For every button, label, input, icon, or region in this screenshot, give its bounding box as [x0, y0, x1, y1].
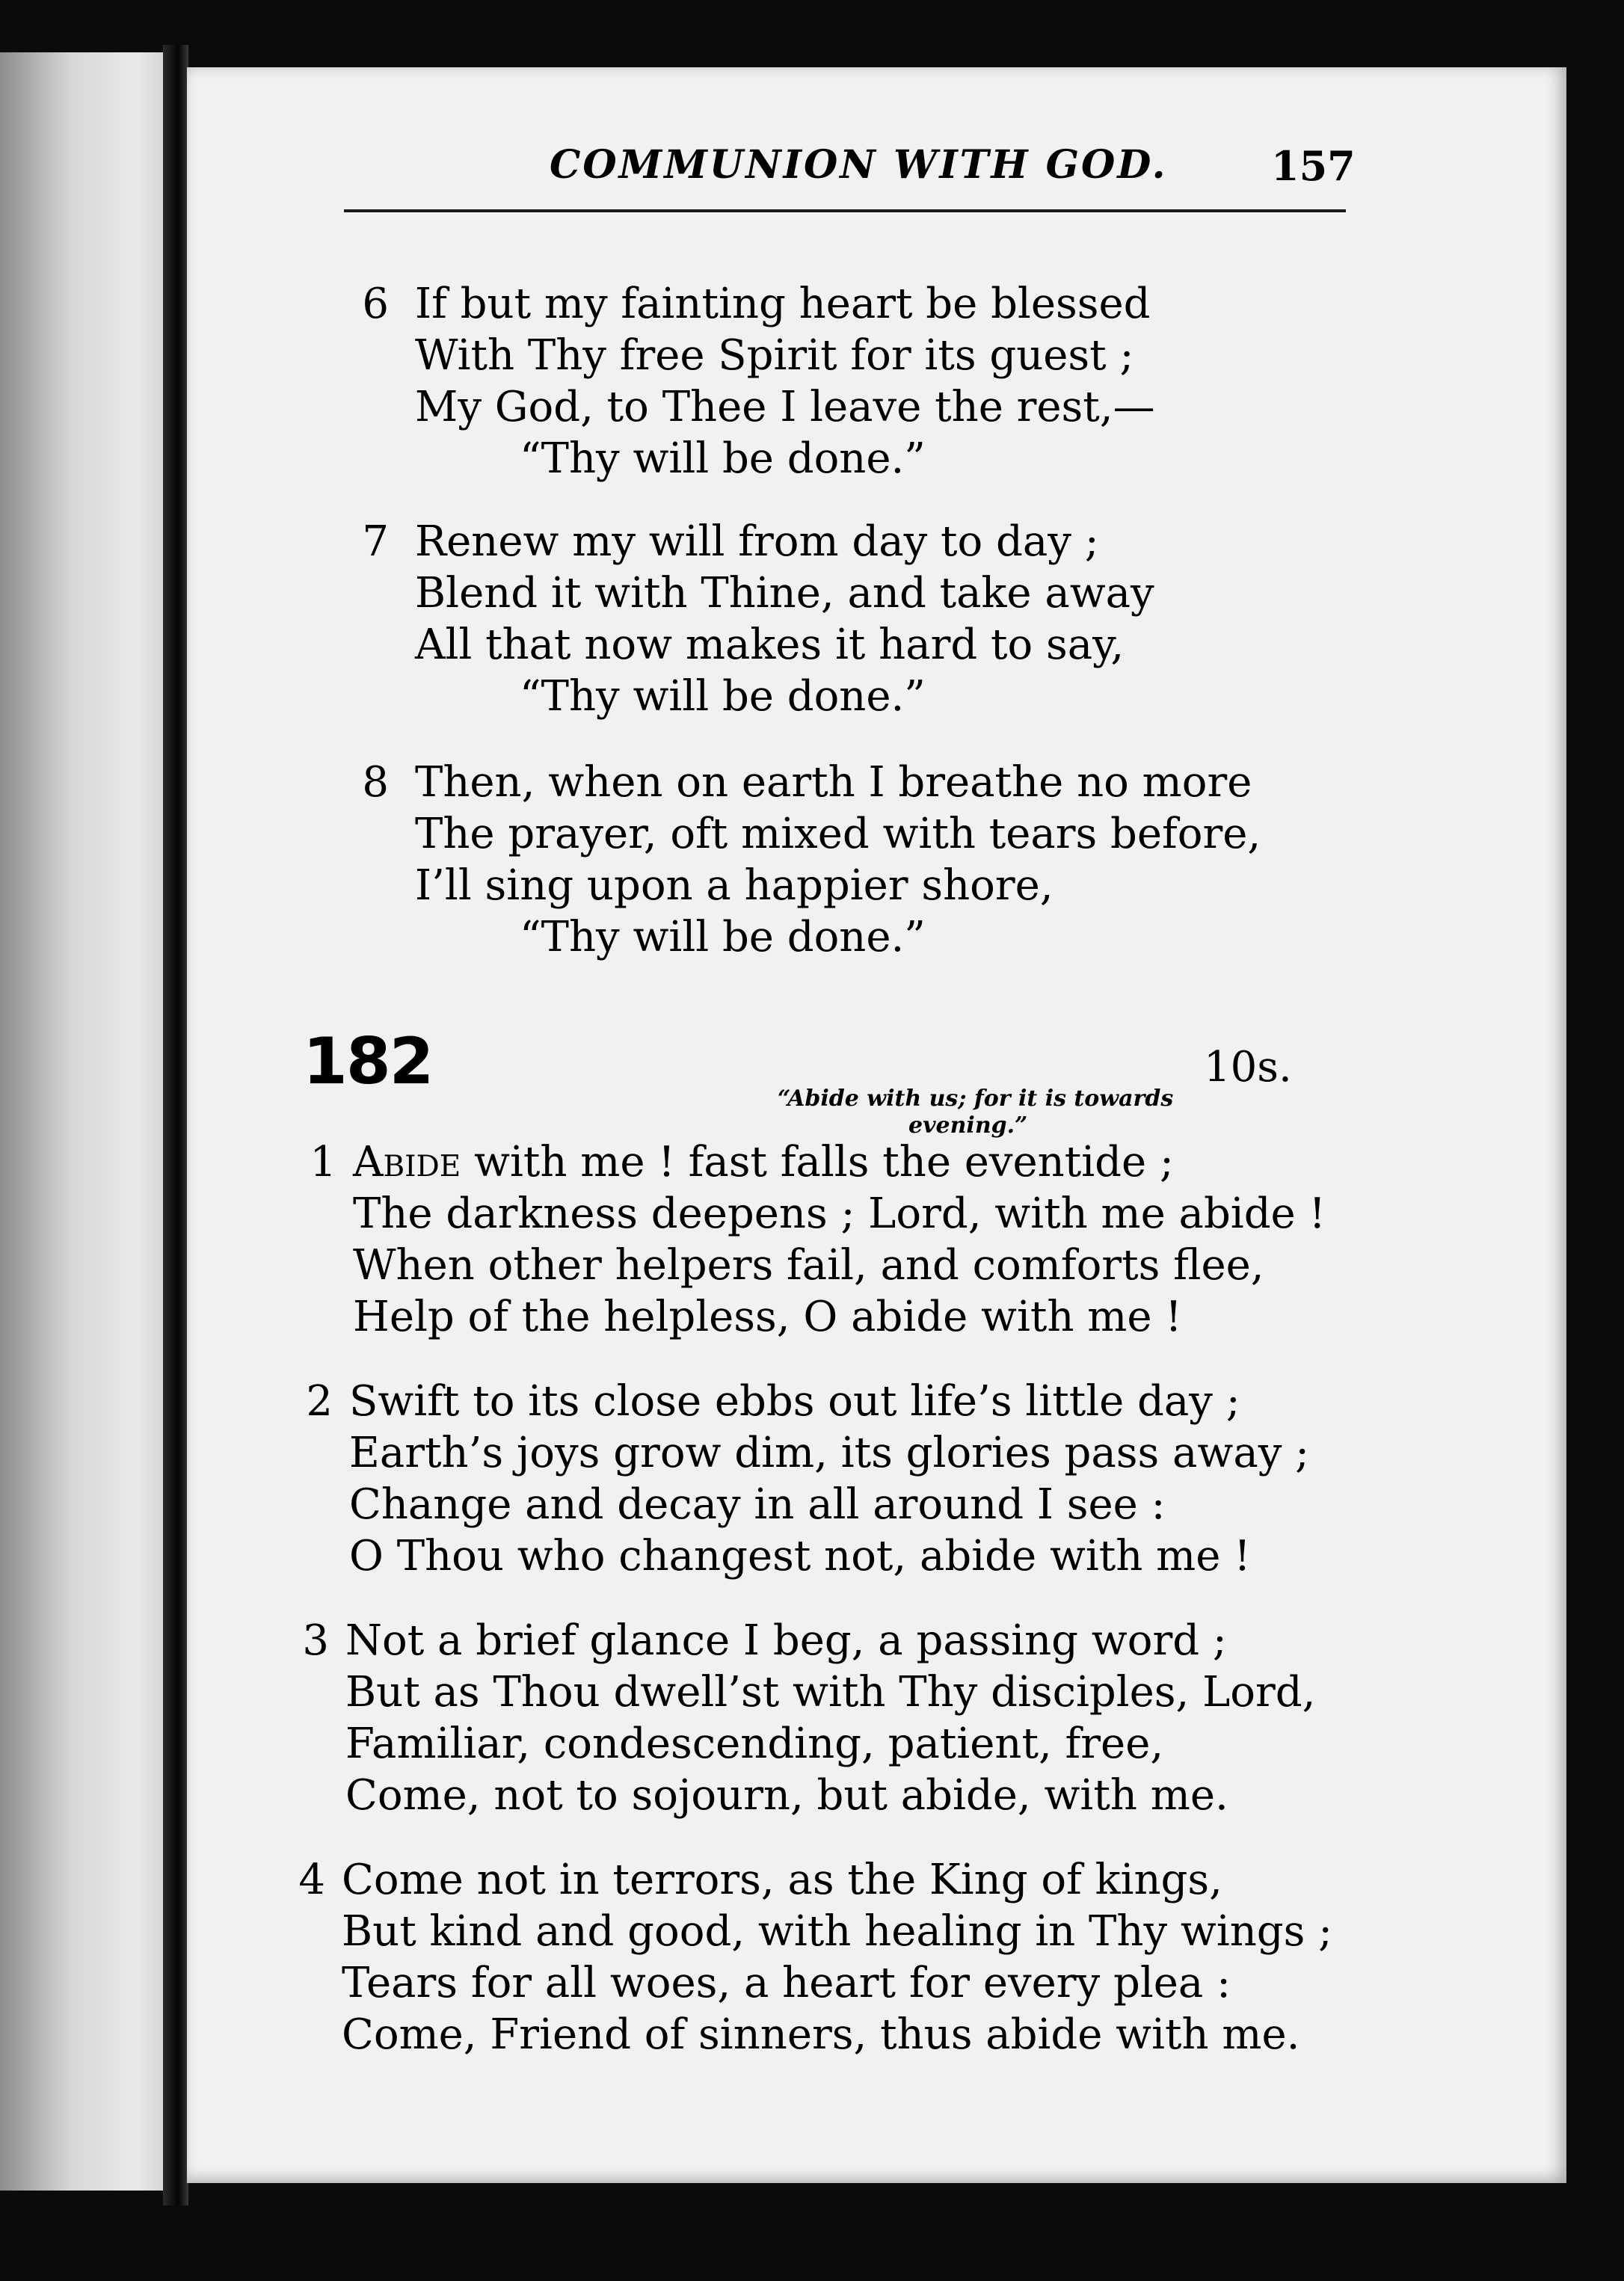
verse-line: But as Thou dwell’st with Thy disciples, Lord,: [345, 1668, 1316, 1717]
verse-line: Blend it with Thine, and take away: [415, 569, 1154, 618]
verse-7: [351, 516, 1323, 722]
verse-line: Familiar, condescending, patient, free,: [345, 1720, 1164, 1768]
verse-line: Not a brief glance I beg, a passing word ;: [345, 1616, 1227, 1665]
book-gutter: [163, 45, 188, 2205]
verse-line: Swift to its close ebbs out life’s little day ;: [349, 1377, 1240, 1426]
verse-line: [353, 1136, 1346, 1188]
page-number: 157: [1271, 142, 1356, 190]
verse-number: 4: [298, 1856, 325, 1904]
verse-line: With Thy free Spirit for its guest ;: [415, 331, 1134, 380]
verse-line: Renew my will from day to day ;: [415, 517, 1099, 566]
verse-line: My God, to Thee I leave the rest,—: [415, 383, 1155, 431]
refrain-line: “Thy will be done.”: [520, 672, 926, 721]
hymn-verse-2: [295, 1376, 1342, 1582]
verse-number: 2: [306, 1377, 333, 1426]
verse-line: The prayer, oft mixed with tears before,: [415, 810, 1261, 858]
hymn-number: 182: [303, 1024, 433, 1099]
verse-number: 3: [302, 1616, 329, 1665]
verse-line: Come, not to sojourn, but abide, with me.: [345, 1771, 1228, 1820]
verse-line: Earth’s joys grow dim, its glories pass away ;: [349, 1429, 1310, 1477]
verse-line: Come not in terrors, as the King of kings,: [342, 1856, 1222, 1904]
verse-6: [351, 278, 1323, 484]
verse-number: 1: [310, 1138, 336, 1186]
running-title: COMMUNION WITH GOD.: [550, 142, 1168, 188]
verse-line: Then, when on earth I breathe no more: [415, 758, 1252, 807]
verse-line: Come, Friend of sinners, thus abide with me.: [342, 2010, 1300, 2059]
facing-page-edge: [0, 52, 173, 2191]
verse-8: [351, 757, 1323, 963]
hymn-verse-1: [299, 1136, 1346, 1343]
header-rule: [344, 209, 1346, 212]
epigraph-line: evening.”: [908, 1112, 1028, 1139]
verse-line: Change and decay in all around I see :: [349, 1480, 1166, 1529]
verse-line: When other helpers fail, and comforts flee,: [353, 1241, 1264, 1290]
verse-line: Help of the helpless, O abide with me !: [353, 1293, 1182, 1341]
refrain-line: “Thy will be done.”: [520, 913, 926, 961]
verse-line: If but my fainting heart be blessed: [415, 280, 1151, 328]
hymn-verse-4: [288, 1854, 1335, 2060]
verse-number: 8: [362, 758, 389, 807]
first-line-text: with me ! fast falls the eventide ;: [461, 1138, 1174, 1186]
drop-word: Abide: [353, 1138, 461, 1186]
hymn-meter: 10s.: [1204, 1043, 1292, 1092]
verse-number: 7: [362, 517, 389, 566]
verse-line: But kind and good, with healing in Thy wings ;: [342, 1907, 1333, 1956]
verse-line: O Thou who changest not, abide with me !: [349, 1532, 1251, 1580]
verse-line: The darkness deepens ; Lord, with me abide !: [353, 1189, 1326, 1238]
verse-line: I’ll sing upon a happier shore,: [415, 861, 1054, 910]
verse-number: 6: [362, 280, 389, 328]
hymn-epigraph: [778, 1086, 1331, 1139]
verse-line: Tears for all woes, a heart for every plea :: [342, 1959, 1231, 2007]
refrain-line: “Thy will be done.”: [520, 434, 926, 483]
hymn-verse-3: [292, 1615, 1338, 1821]
verse-line: All that now makes it hard to say,: [415, 621, 1125, 669]
epigraph-line: “Abide with us; for it is towards: [778, 1086, 1174, 1112]
page-header: [344, 142, 1356, 232]
